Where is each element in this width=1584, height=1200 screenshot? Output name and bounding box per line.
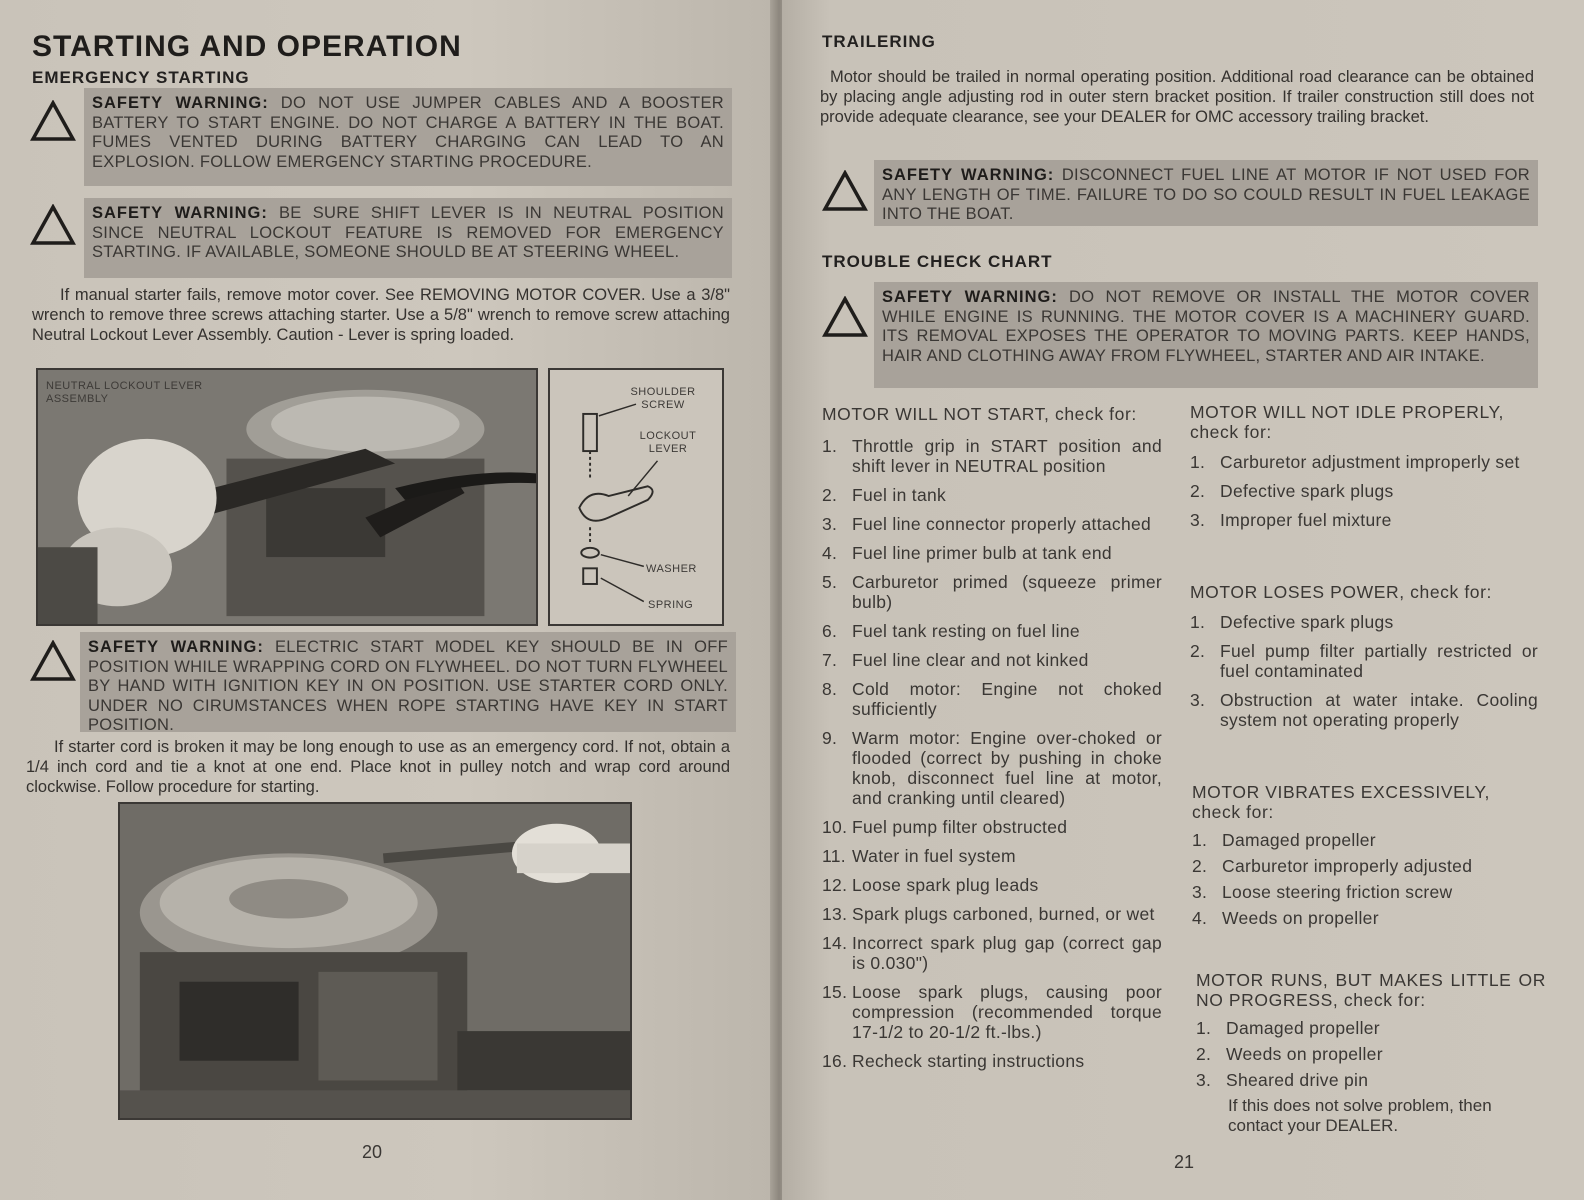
checklist-item: 4. Fuel line primer bulb at tank end (822, 543, 1112, 563)
checklist-item: 7. Fuel line clear and not kinked (822, 650, 1089, 670)
paragraph-manual-starter: If manual starter fails, remove motor cover. See REMOVING MOTOR COVER. Use a 3/8" wrench to remove three screws attaching starter. Use a 5/8" wrench to remove screw attaching Neutral Lockout Lever Assembly. Caution - Lever is spring loaded. (32, 286, 730, 344)
warning-label: SAFETY WARNING: (92, 94, 269, 112)
checklist-item: 2. Weeds on propeller (1196, 1044, 1383, 1064)
checklist-item: 1. Throttle grip in START position and shift lever in NEUTRAL position (822, 436, 1162, 476)
section-title-trailering: TRAILERING (822, 32, 936, 51)
checklist-item: 2. Fuel pump filter partially restricted or fuel contaminated (1190, 641, 1538, 681)
checklist-item: 2. Defective spark plugs (1190, 481, 1394, 501)
checklist-item: 10. Fuel pump filter obstructed (822, 817, 1068, 837)
warning-triangle-icon (822, 170, 868, 212)
figure-neutral-lockout-photo (36, 368, 538, 626)
warning-label: SAFETY WARNING: (882, 288, 1058, 306)
trouble-checklist (1190, 612, 1538, 730)
engine-photo-illustration (38, 370, 536, 624)
safety-warning-fuel-line (874, 160, 1538, 226)
trouble-group-will-not-idle (1190, 402, 1538, 539)
safety-warning-electric-start (80, 632, 736, 735)
warning-label: SAFETY WARNING: (88, 638, 264, 656)
checklist-item: 3. Sheared drive pin (1196, 1070, 1369, 1090)
checklist-item: 8. Cold motor: Engine not choked sufficiently (822, 679, 1162, 719)
trouble-heading: MOTOR VIBRATES EXCESSIVELY, check for: (1192, 782, 1490, 822)
figure-label-lockout-lever: LOCKOUT LEVER (639, 430, 697, 455)
page-number: 21 (1174, 1152, 1195, 1172)
trouble-group-will-not-start (822, 404, 1162, 1080)
checklist-item: 3. Improper fuel mixture (1190, 510, 1392, 530)
flywheel-photo-illustration (120, 804, 630, 1118)
checklist-item: 3. Obstruction at water intake. Cooling system not operating properly (1190, 690, 1538, 730)
paragraph-starter-cord: If starter cord is broken it may be long enough to use as an emergency cord. If not, obtain a 1/4 inch cord and tie a knot at one end. Place knot in pulley notch and wrap cord around clockwise. Follow procedure for starting. (26, 738, 730, 796)
checklist-item: 1. Defective spark plugs (1190, 612, 1394, 632)
checklist-item: 1. Damaged propeller (1196, 1018, 1380, 1038)
checklist-item: 14. Incorrect spark plug gap (correct gap is 0.030") (822, 933, 1162, 973)
trouble-heading: MOTOR LOSES POWER, check for: (1190, 582, 1493, 602)
dealer-note: If this does not solve problem, then contact your DEALER. (1228, 1096, 1492, 1135)
warning-text: ELECTRIC START MODEL KEY SHOULD BE IN OFF POSITION WHILE WRAPPING CORD ON FLYWHEEL. DO NOT TURN FLYWHEEL BY HAND WITH IGNITION KEY IN ON POSITION. USE STARTER CORD ONLY. UNDER NO CIRUMSTANCES WHEN ROPE STARTING HAVE KEY IN START POSITION. (88, 638, 728, 735)
checklist-item: 9. Warm motor: Engine over-choked or flooded (correct by pushing in choke knob, disconnect fuel line at motor, and cranking until cleared) (822, 728, 1162, 808)
warning-triangle-icon (30, 100, 76, 142)
warning-label: SAFETY WARNING: (882, 166, 1055, 184)
figure-label-shoulder-screw: SHOULDER SCREW (630, 386, 696, 411)
safety-warning-battery (84, 88, 732, 186)
trouble-heading: MOTOR RUNS, BUT MAKES LITTLE OR NO PROGRESS, check for: (1196, 970, 1546, 1010)
safety-warning-motor-cover (874, 282, 1538, 388)
checklist-item: 6. Fuel tank resting on fuel line (822, 621, 1080, 641)
figure-label-spring: SPRING (648, 599, 694, 611)
warning-text: DISCONNECT FUEL LINE AT MOTOR IF NOT USED FOR ANY LENGTH OF TIME. FAILURE TO DO SO COULD RESULT IN FUEL LEAKAGE INTO THE BOAT. (882, 166, 1530, 224)
left-page (0, 0, 776, 1200)
trouble-checklist (1196, 1018, 1546, 1090)
warning-triangle-icon (30, 640, 76, 682)
checklist-item: 16. Recheck starting instructions (822, 1051, 1085, 1071)
checklist-item: 3. Fuel line connector properly attached (822, 514, 1152, 534)
page-number: 20 (362, 1142, 383, 1162)
checklist-item: 13. Spark plugs carboned, burned, or wet (822, 904, 1155, 924)
checklist-item: 1. Damaged propeller (1192, 830, 1376, 850)
checklist-item: 15. Loose spark plugs, causing poor compression (recommended torque 17-1/2 to 20-1/2 ft.-lbs.) (822, 982, 1162, 1042)
right-page (782, 0, 1584, 1200)
safety-warning-neutral (84, 198, 732, 278)
trouble-checklist (1192, 830, 1540, 928)
trouble-heading: MOTOR WILL NOT IDLE PROPERLY, check for: (1190, 402, 1505, 442)
checklist-item: 3. Loose steering friction screw (1192, 882, 1453, 902)
trouble-group-vibrates (1192, 782, 1540, 934)
warning-text: DO NOT USE JUMPER CABLES AND A BOOSTER BATTERY TO START ENGINE. DO NOT CHARGE A BATTERY IN THE BOAT. FUMES VENTED DURING BATTERY CHARGING CAN LEAD TO AN EXPLOSION. FOLLOW EMERGENCY STARTING PROCEDURE. (92, 94, 725, 171)
page-title: STARTING AND OPERATION (32, 30, 462, 63)
figure-cord-wrap-photo (118, 802, 632, 1120)
checklist-item: 12. Loose spark plug leads (822, 875, 1039, 895)
warning-triangle-icon (822, 296, 868, 338)
section-title-trouble-check: TROUBLE CHECK CHART (822, 252, 1053, 271)
trouble-checklist (822, 436, 1162, 1071)
figure-label-washer: WASHER (646, 563, 697, 575)
paragraph-trailering: Motor should be trailed in normal operating position. Additional road clearance can be obtained by placing angle adjusting rod in outer stern bracket position. If trailer construction still does not provide adequate clearance, see your DEALER for OMC accessory trailing bracket. (820, 68, 1534, 126)
checklist-item: 1. Carburetor adjustment improperly set (1190, 452, 1520, 472)
warning-text: BE SURE SHIFT LEVER IS IN NEUTRAL POSITION SINCE NEUTRAL LOCKOUT FEATURE IS REMOVED FOR EMERGENCY STARTING. IF AVAILABLE, SOMEONE SHOULD BE AT STEERING WHEEL. (92, 204, 724, 262)
trouble-group-loses-power (1190, 582, 1538, 739)
warning-label: SAFETY WARNING: (92, 204, 268, 222)
checklist-item: 2. Fuel in tank (822, 485, 947, 505)
figure-label-lockout-assembly: NEUTRAL LOCKOUT LEVER ASSEMBLY (46, 380, 203, 405)
checklist-item: 4. Weeds on propeller (1192, 908, 1379, 928)
trouble-group-little-progress (1196, 970, 1546, 1136)
warning-text: DO NOT REMOVE OR INSTALL THE MOTOR COVER WHILE ENGINE IS RUNNING. THE MOTOR COVER IS A MACHINERY GUARD. ITS REMOVAL EXPOSES THE OPERATOR TO MOVING PARTS. KEEP HANDS, HAIR AND CLOTHING AWAY FROM FLYWHEEL, STARTER AND AIR INTAKE. (882, 288, 1530, 365)
checklist-item: 11. Water in fuel system (822, 846, 1016, 866)
trouble-checklist (1190, 452, 1538, 530)
warning-triangle-icon (30, 204, 76, 246)
trouble-heading: MOTOR WILL NOT START, check for: (822, 404, 1137, 424)
checklist-item: 5. Carburetor primed (squeeze primer bulb) (822, 572, 1162, 612)
section-title-emergency-starting: EMERGENCY STARTING (32, 68, 250, 87)
checklist-item: 2. Carburetor improperly adjusted (1192, 856, 1473, 876)
